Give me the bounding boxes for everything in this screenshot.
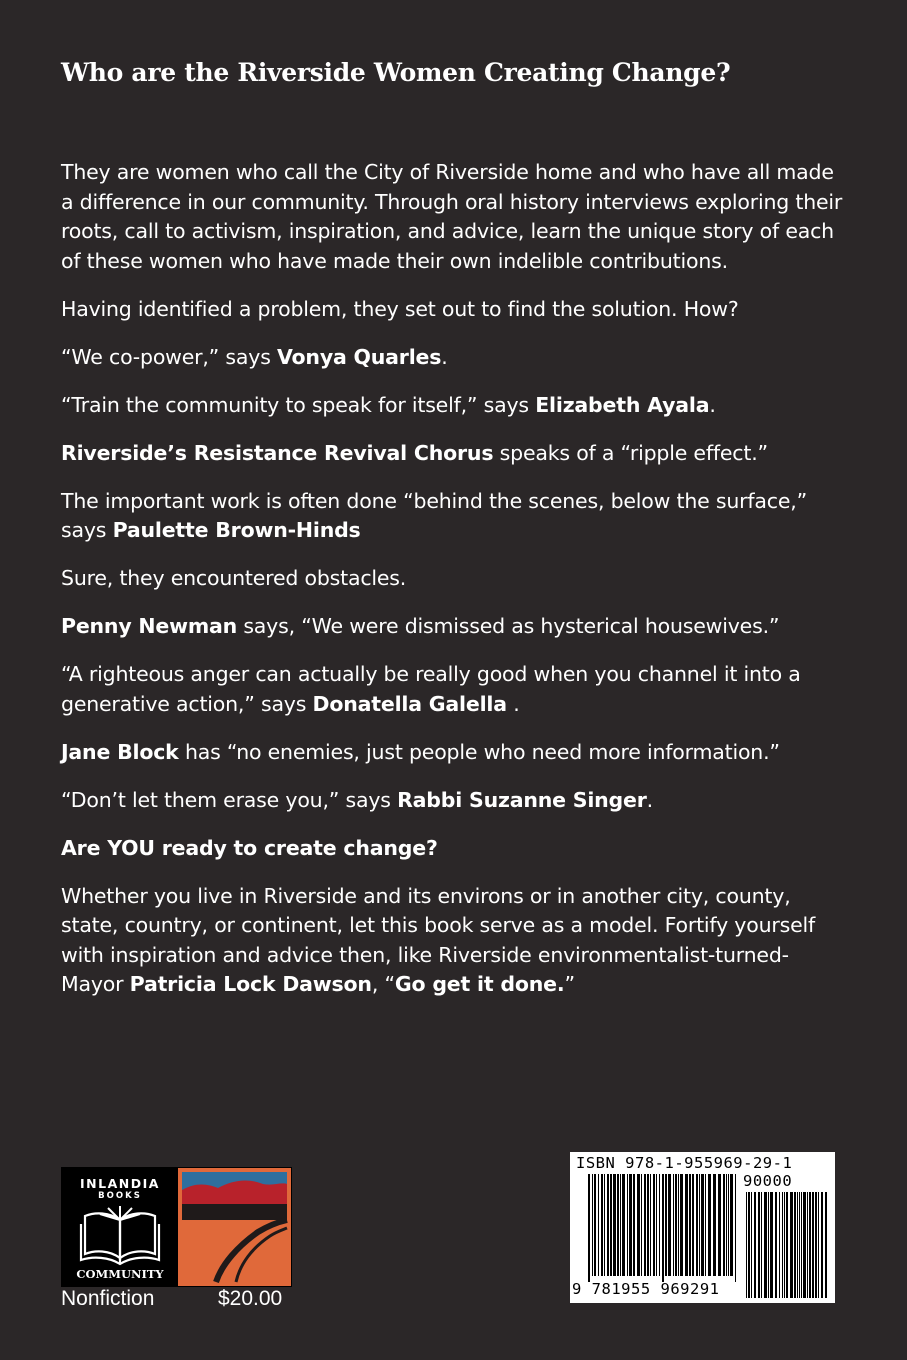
barcode-addon-bar xyxy=(770,1192,773,1298)
barcode-bar xyxy=(627,1174,628,1276)
barcode-bar xyxy=(617,1174,619,1276)
barcode-bar xyxy=(662,1174,664,1282)
open-book-icon xyxy=(79,1202,161,1266)
barcode-bar xyxy=(705,1174,706,1276)
highlighted-name: Patricia Lock Dawson xyxy=(129,972,372,996)
genre-label: Nonfiction xyxy=(61,1287,155,1310)
barcode-bar xyxy=(633,1174,635,1276)
paragraph-text: . xyxy=(646,787,653,812)
barcode-bar xyxy=(665,1174,667,1276)
blurb-paragraph xyxy=(61,786,851,816)
paragraph-text: speaks of a “ripple effect.” xyxy=(493,440,768,465)
barcode-addon-bar xyxy=(786,1192,788,1298)
barcode-addon-bar xyxy=(801,1192,802,1298)
blurb-paragraph xyxy=(61,487,851,546)
barcode-addon-bar xyxy=(818,1192,819,1298)
paragraph-text: . xyxy=(506,691,520,716)
barcode-bar xyxy=(735,1174,736,1282)
barcode-bar xyxy=(689,1174,691,1276)
barcode-bar xyxy=(650,1174,651,1276)
barcode-bar xyxy=(607,1174,609,1276)
isbn-text: ISBN 978-1-955969-29-1 xyxy=(576,1154,793,1172)
barcode-bar xyxy=(730,1174,733,1276)
barcode-bar xyxy=(728,1174,729,1276)
barcode-addon-bar xyxy=(782,1192,783,1298)
barcode-addon-bar xyxy=(784,1192,785,1298)
barcode-bar xyxy=(653,1174,655,1276)
highlighted-name: Penny Newman xyxy=(61,614,238,638)
landscape-icon xyxy=(178,1168,291,1286)
paragraph-text: “Don’t let them erase you,” says xyxy=(61,787,398,812)
barcode-addon-bar xyxy=(807,1192,808,1298)
paragraph-text: Having identified a problem, they set out to find the solution. How? xyxy=(61,296,739,321)
barcode-addon-bar xyxy=(794,1192,796,1298)
blurb-paragraph xyxy=(61,738,851,768)
paragraph-text: Sure, they encountered obstacles. xyxy=(61,566,407,590)
paragraph-text: Whether you live in Riverside and its environs or in another city, county, state, country, or continent, let this book serve as a model. Fortify yourself with inspiration and advice then, like Riverside environmentalist-turned-Mayor xyxy=(61,883,816,996)
barcode-bar xyxy=(598,1174,599,1276)
barcode-bar xyxy=(637,1174,640,1276)
paragraph-text: “A righteous anger can actually be really good when you channel it into a generative action,” says xyxy=(61,662,801,716)
barcode-bar xyxy=(610,1174,612,1276)
barcode-addon-bar xyxy=(797,1192,798,1298)
blurb-paragraph xyxy=(61,612,851,642)
publisher-logo xyxy=(61,1167,292,1287)
barcode-bar xyxy=(680,1174,683,1276)
back-cover-heading: Who are the Riverside Women Creating Change? xyxy=(61,58,731,87)
highlighted-name: Elizabeth Ayala xyxy=(535,392,710,417)
barcode-bar xyxy=(718,1174,721,1276)
barcode-addon-bar xyxy=(746,1192,747,1298)
barcode-bar xyxy=(692,1174,694,1276)
barcode-bar xyxy=(620,1174,621,1276)
blurb-paragraph xyxy=(61,343,851,373)
barcode-bar xyxy=(699,1174,700,1276)
price-code-text: 90000 xyxy=(743,1172,793,1190)
barcode-addon-bar xyxy=(790,1192,793,1298)
barcode-addon-bar xyxy=(751,1192,752,1298)
barcode-bar xyxy=(604,1174,605,1276)
logo-inlandia-text: INLANDIA xyxy=(80,1176,160,1191)
highlighted-name: Jane Block xyxy=(61,739,179,764)
barcode-addon-bar xyxy=(761,1192,762,1298)
barcode-addon-bar xyxy=(779,1192,780,1298)
highlighted-name: Riverside’s Resistance Revival Chorus xyxy=(61,440,494,465)
barcode-bar xyxy=(708,1174,711,1276)
barcode-bar xyxy=(601,1174,603,1276)
barcode-addon-bar xyxy=(754,1192,756,1298)
barcode-bar xyxy=(701,1174,704,1276)
barcode-bar xyxy=(592,1174,593,1276)
blurb-paragraph xyxy=(61,834,851,864)
paragraph-text: “We co-power,” says xyxy=(61,344,277,369)
blurb-paragraph xyxy=(61,295,851,325)
paragraph-text: The important work is often done “behind the scenes, below the surface,” says xyxy=(61,488,807,542)
paragraph-text: , “ xyxy=(371,972,395,996)
barcode-bar xyxy=(613,1174,616,1276)
barcode-addon-bar xyxy=(812,1192,814,1298)
barcode-bar xyxy=(647,1174,649,1276)
ean-digits-text: 9 781955 969291 xyxy=(572,1280,720,1298)
barcode-bar xyxy=(588,1174,590,1282)
barcode-addon-bar xyxy=(799,1192,800,1298)
blurb-paragraph xyxy=(61,391,851,421)
barcode-bar xyxy=(644,1174,646,1276)
isbn-barcode xyxy=(570,1152,835,1303)
logo-book-panel xyxy=(62,1168,178,1286)
paragraph-text: “Train the community to speak for itself,” says xyxy=(61,392,536,417)
paragraph-text: ” xyxy=(564,972,575,996)
barcode-bar xyxy=(668,1174,671,1276)
barcode-bar xyxy=(726,1174,727,1276)
paragraph-text: They are women who call the City of Riverside home and who have all made a difference in our community. Through oral history interviews exploring their roots, call to activism, inspiration, and advice, learn the unique story of each of these women who have made their own indelible contributions. xyxy=(61,160,843,273)
blurb-paragraph xyxy=(61,439,851,469)
barcode-addon-bar xyxy=(803,1192,806,1298)
barcode-bar xyxy=(696,1174,698,1276)
barcode-bar xyxy=(685,1174,688,1276)
highlighted-name: Go get it done. xyxy=(394,972,565,996)
price-label: $20.00 xyxy=(218,1287,283,1310)
paragraph-text: . xyxy=(441,344,448,369)
barcode-addon-bar xyxy=(815,1192,817,1298)
paragraph-text: has “no enemies, just people who need more information.” xyxy=(178,739,780,764)
highlighted-name: Are YOU ready to create change? xyxy=(61,835,438,860)
barcode-bar xyxy=(675,1174,677,1276)
barcode-bar xyxy=(656,1174,657,1276)
blurb-paragraph xyxy=(61,158,851,276)
barcode-addon-bar xyxy=(768,1192,769,1298)
barcode-addon-bar xyxy=(821,1192,823,1298)
barcode-addon-bar xyxy=(809,1192,811,1298)
logo-community-text: COMMUNITY xyxy=(76,1267,164,1281)
blurb-paragraph xyxy=(61,564,851,594)
barcode-bar xyxy=(659,1174,660,1276)
barcode-bar xyxy=(678,1174,679,1276)
barcode-addon-bar xyxy=(748,1192,750,1298)
blurb-paragraph xyxy=(61,882,851,1000)
barcode-bar xyxy=(713,1174,716,1276)
highlighted-name: Donatella Galella xyxy=(312,691,507,716)
blurb-paragraph xyxy=(61,660,851,719)
paragraph-text: says, “We were dismissed as hysterical housewives.” xyxy=(237,614,780,638)
barcode-addon-bar xyxy=(825,1192,827,1298)
barcode-bar xyxy=(673,1174,674,1276)
highlighted-name: Paulette Brown-Hinds xyxy=(112,518,361,542)
barcode-addon-bar xyxy=(775,1192,777,1298)
logo-books-text: BOOKS xyxy=(98,1191,142,1201)
barcode-bar xyxy=(629,1174,632,1276)
highlighted-name: Vonya Quarles xyxy=(277,344,442,369)
blurb-text xyxy=(61,158,851,1018)
barcode-addon-bar xyxy=(758,1192,760,1298)
barcode-bar xyxy=(641,1174,642,1276)
barcode-addon-bar xyxy=(764,1192,767,1298)
barcode-bar xyxy=(723,1174,725,1276)
barcode-bar xyxy=(594,1174,596,1276)
highlighted-name: Rabbi Suzanne Singer xyxy=(397,787,647,812)
barcode-bar xyxy=(622,1174,625,1276)
paragraph-text: . xyxy=(709,392,716,417)
